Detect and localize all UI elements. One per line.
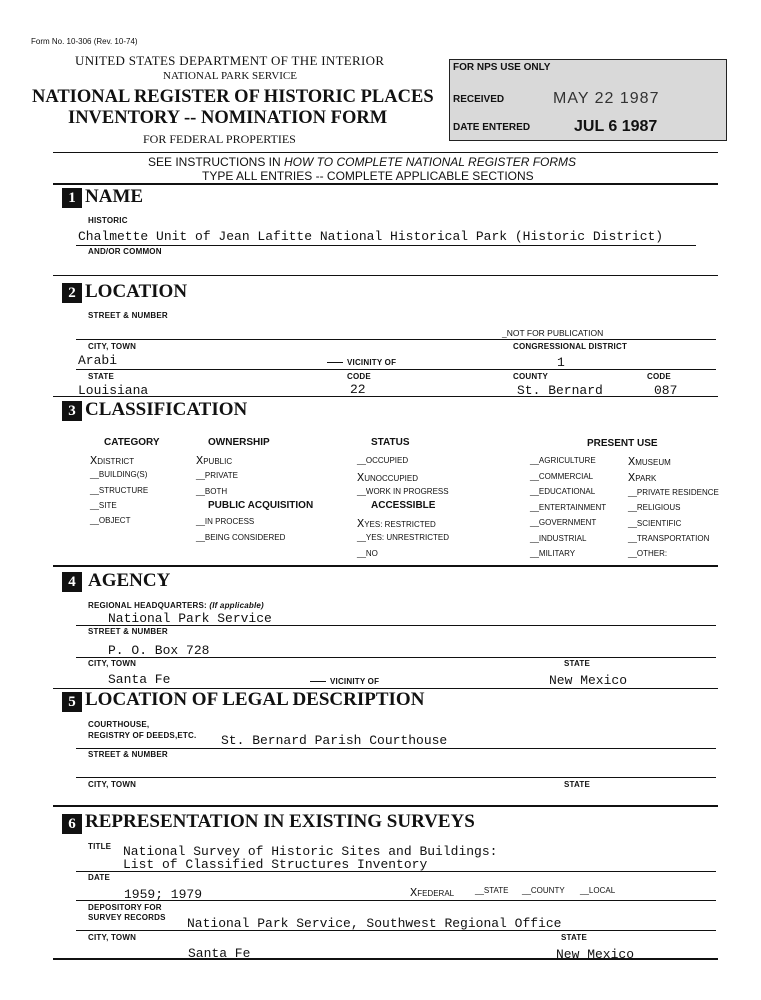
present-use-option[interactable]: __MILITARY <box>530 549 576 558</box>
status-option[interactable]: __WORK IN PROGRESS <box>357 487 449 496</box>
common-label: AND/OR COMMON <box>88 247 162 256</box>
instructions-line1: SEE INSTRUCTIONS IN HOW TO COMPLETE NATIONAL REGISTER FORMS <box>148 155 577 169</box>
vicinity-blank <box>310 681 326 682</box>
regional-hq-value: National Park Service <box>108 611 272 626</box>
date-label: DATE <box>88 873 110 882</box>
page-bottom-rule <box>53 958 718 960</box>
field-underline <box>76 777 716 778</box>
field-underline <box>76 245 696 246</box>
present-use-option[interactable]: __PRIVATE RESIDENCE <box>628 488 719 497</box>
historic-name-value: Chalmette Unit of Jean Lafitte National Historical Park (Historic District) <box>78 229 664 244</box>
status-option[interactable]: XUNOCCUPIED <box>357 471 418 485</box>
department-name: UNITED STATES DEPARTMENT OF THE INTERIOR <box>75 53 385 68</box>
instructions-line2: TYPE ALL ENTRIES -- COMPLETE APPLICABLE SECTIONS <box>202 169 534 183</box>
survey-level-local[interactable]: __LOCAL <box>580 886 616 895</box>
public-acquisition-heading: PUBLIC ACQUISITION <box>208 500 314 511</box>
form-title-line2: INVENTORY -- NOMINATION FORM <box>68 108 388 128</box>
depository-label-2: SURVEY RECORDS <box>88 913 166 922</box>
instructions-rule <box>53 183 718 185</box>
present-use-option[interactable]: __COMMERCIAL <box>530 472 594 481</box>
section-number: 2 <box>62 283 82 303</box>
depository-label-1: DEPOSITORY FOR <box>88 903 162 912</box>
section-title: CLASSIFICATION <box>85 399 248 420</box>
category-option[interactable]: __OBJECT <box>90 516 131 525</box>
congressional-district-value: 1 <box>557 355 565 370</box>
section-title: LOCATION OF LEGAL DESCRIPTION <box>85 689 425 710</box>
vicinity-label: VICINITY OF <box>347 358 397 367</box>
section-number: 1 <box>62 188 82 208</box>
status-heading: STATUS <box>371 437 410 448</box>
city-label: CITY, TOWN <box>88 933 137 942</box>
accessible-option[interactable]: XYES: RESTRICTED <box>357 517 436 531</box>
form-number: Form No. 10-306 (Rev. 10-74) <box>31 37 138 46</box>
survey-title-label: TITLE <box>88 842 112 851</box>
street-label: STREET & NUMBER <box>88 750 168 759</box>
section-rule <box>53 565 718 567</box>
historic-label: HISTORIC <box>88 216 128 225</box>
header-rule <box>53 152 718 153</box>
accessible-heading: ACCESSIBLE <box>371 500 436 511</box>
county-label: COUNTY <box>513 372 548 381</box>
present-use-option[interactable]: __TRANSPORTATION <box>628 534 710 543</box>
service-name: NATIONAL PARK SERVICE <box>163 70 297 82</box>
ownership-heading: OWNERSHIP <box>208 437 270 448</box>
state-label: STATE <box>564 780 591 789</box>
section-rule <box>53 805 718 807</box>
survey-title-value-1: National Survey of Historic Sites and Buildings: <box>123 844 498 859</box>
acquisition-option[interactable]: __IN PROCESS <box>196 517 255 526</box>
present-use-option[interactable]: __EDUCATIONAL <box>530 487 596 496</box>
category-option[interactable]: __SITE <box>90 501 117 510</box>
form-title-line1: NATIONAL REGISTER OF HISTORIC PLACES <box>32 87 434 107</box>
section-title: AGENCY <box>88 570 171 591</box>
present-use-option[interactable]: __RELIGIOUS <box>628 503 681 512</box>
section-number: 6 <box>62 814 82 834</box>
courthouse-value: St. Bernard Parish Courthouse <box>221 733 448 748</box>
nps-box-label: FOR NPS USE ONLY <box>453 62 551 73</box>
form-subtitle: FOR FEDERAL PROPERTIES <box>143 132 296 146</box>
section-number: 3 <box>62 401 82 421</box>
city-label: CITY, TOWN <box>88 659 137 668</box>
present-use-option[interactable]: XMUSEUM <box>628 455 671 469</box>
state-value: New Mexico <box>556 947 635 962</box>
code-label: CODE <box>347 372 371 381</box>
field-underline <box>76 625 716 626</box>
status-option[interactable]: __OCCUPIED <box>357 456 409 465</box>
city-label: CITY, TOWN <box>88 780 137 789</box>
not-for-publication: _NOT FOR PUBLICATION <box>502 328 604 338</box>
section-title: REPRESENTATION IN EXISTING SURVEYS <box>85 811 475 832</box>
city-value: Arabi <box>78 353 118 368</box>
category-option[interactable]: __STRUCTURE <box>90 486 149 495</box>
courthouse-label: COURTHOUSE, <box>88 720 150 729</box>
field-underline <box>76 339 716 340</box>
city-label: CITY, TOWN <box>88 342 137 351</box>
ownership-option[interactable]: __PRIVATE <box>196 471 238 480</box>
section-rule <box>53 275 718 276</box>
state-value: New Mexico <box>549 673 628 688</box>
county-code-value: 087 <box>654 383 678 398</box>
section-title: NAME <box>85 186 144 207</box>
section-title: LOCATION <box>85 281 188 302</box>
present-use-option[interactable]: __OTHER: <box>628 549 668 558</box>
vicinity-blank <box>327 362 343 363</box>
present-use-option[interactable]: __GOVERNMENT <box>530 518 597 527</box>
field-underline <box>76 748 716 749</box>
category-heading: CATEGORY <box>104 437 160 448</box>
survey-level-state[interactable]: __STATE <box>475 886 509 895</box>
state-code-value: 22 <box>350 382 366 397</box>
county-value: St. Bernard <box>517 383 603 398</box>
category-option[interactable]: XDISTRICT <box>90 454 135 468</box>
street-label: STREET & NUMBER <box>88 627 168 636</box>
field-underline <box>76 369 716 370</box>
street-label: STREET & NUMBER <box>88 311 168 320</box>
field-underline <box>76 871 716 872</box>
congressional-district-label: CONGRESSIONAL DISTRICT <box>513 342 628 351</box>
state-label: STATE <box>564 659 591 668</box>
regional-hq-label: REGIONAL HEADQUARTERS: (If applicable) <box>88 601 264 610</box>
section-rule <box>53 396 718 397</box>
present-use-option[interactable]: __SCIENTIFIC <box>628 519 682 528</box>
received-stamp: MAY 22 1987 <box>553 90 660 107</box>
survey-level-federal[interactable]: XFEDERAL <box>410 886 455 900</box>
field-underline <box>76 900 716 901</box>
section-number: 4 <box>62 572 82 592</box>
street-value: P. O. Box 728 <box>108 643 210 658</box>
survey-level-county[interactable]: __COUNTY <box>522 886 565 895</box>
depository-value: National Park Service, Southwest Regional Office <box>187 916 562 931</box>
accessible-option[interactable]: __YES: UNRESTRICTED <box>357 533 450 542</box>
date-value: 1959; 1979 <box>124 887 203 902</box>
state-value: Louisiana <box>78 383 149 398</box>
present-use-option[interactable]: __AGRICULTURE <box>530 456 596 465</box>
present-use-option[interactable]: __ENTERTAINMENT <box>530 503 607 512</box>
field-underline <box>76 657 716 658</box>
city-value: Santa Fe <box>108 672 171 687</box>
present-use-option[interactable]: __INDUSTRIAL <box>530 534 587 543</box>
received-label: RECEIVED <box>453 94 505 105</box>
state-label: STATE <box>561 933 588 942</box>
accessible-option[interactable]: __NO <box>357 549 378 558</box>
county-code-label: CODE <box>647 372 671 381</box>
present-use-option[interactable]: XPARK <box>628 471 657 485</box>
field-underline <box>76 930 716 931</box>
registry-label: REGISTRY OF DEEDS,ETC. <box>88 731 197 740</box>
ownership-option[interactable]: __BOTH <box>196 487 228 496</box>
state-label: STATE <box>88 372 115 381</box>
present-use-heading: PRESENT USE <box>587 438 658 449</box>
date-entered-label: DATE ENTERED <box>453 122 531 133</box>
ownership-option[interactable]: XPUBLIC <box>196 454 233 468</box>
entered-stamp: JUL 6 1987 <box>574 118 658 135</box>
acquisition-option[interactable]: __BEING CONSIDERED <box>196 533 286 542</box>
category-option[interactable]: __BUILDING(S) <box>90 470 148 479</box>
vicinity-label: VICINITY OF <box>330 677 380 686</box>
city-value: Santa Fe <box>188 946 251 961</box>
survey-title-value-2: List of Classified Structures Inventory <box>123 857 428 872</box>
section-number: 5 <box>62 692 82 712</box>
nps-use-box <box>449 59 727 141</box>
